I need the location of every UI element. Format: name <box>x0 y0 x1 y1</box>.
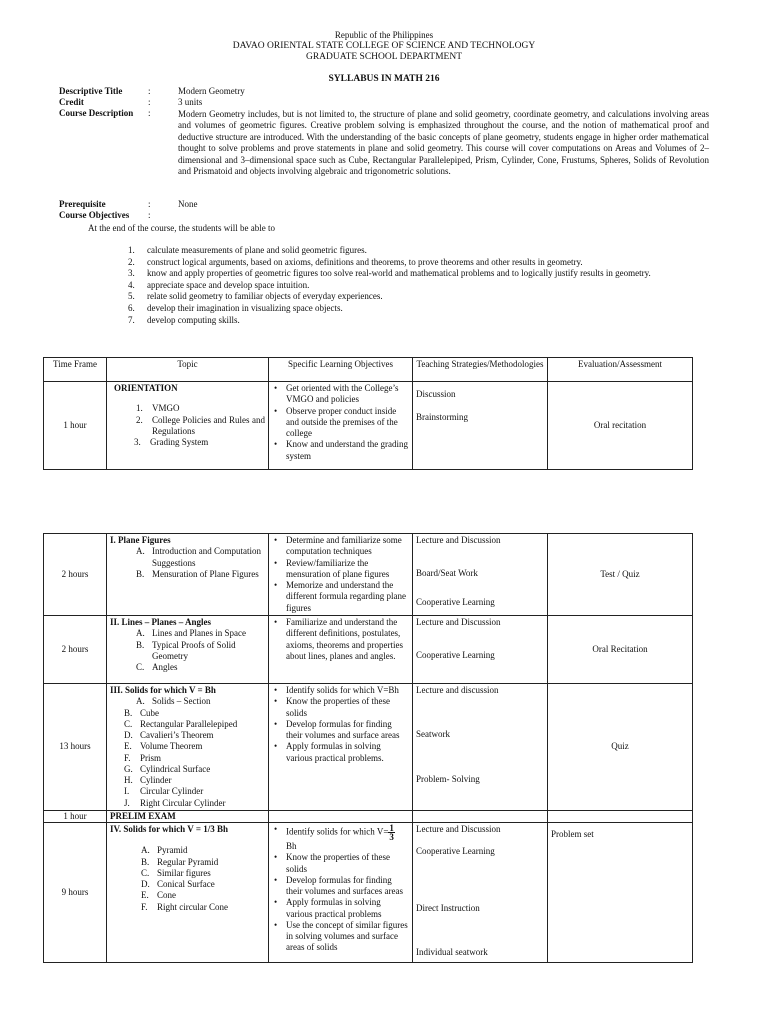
units-table <box>43 533 693 963</box>
objective-item: 2. construct logical arguments, based on axioms, definitions and theorems, to prove theorems and other results in geometry. <box>128 256 583 267</box>
objective-bullet: • Apply formulas in solving various practical problems <box>274 897 382 919</box>
table-row <box>44 534 693 616</box>
objective-bullet: • Identify solids for which V= $\frac{1}{3}$ Bh <box>274 823 394 851</box>
objective-bullet: • Know the properties of these solids <box>274 696 390 718</box>
strategy: Cooperative Learning <box>416 846 495 857</box>
prerequisite-value: None <box>178 199 198 209</box>
objective-bullet: • Familiarize and understand the different definitions, postulates, axioms, theorems and properties about lines, planes and angles. <box>274 617 403 661</box>
exam-row <box>44 810 693 822</box>
topic-item: E. Volume Theorem <box>124 741 203 752</box>
strategies-cell <box>413 616 548 684</box>
table-row <box>44 616 693 684</box>
table-row <box>44 382 693 470</box>
time-cell: 1 hour <box>44 382 107 470</box>
topic-title: II. Lines – Planes – Angles <box>110 617 212 627</box>
strategy: Lecture and Discussion <box>416 535 501 545</box>
exam-label: PRELIM EXAM <box>107 810 269 822</box>
course-description-text: Modern Geometry includes, but is not limited to, the structure of plane and solid geometry, coordinate geometry, and calculations involving areas and volumes of geometric figures. Creative problem solving is emphasized throughout the course, and the notion of mathematical proof and deductive structure are introduced. With the understanding of the basic concepts of plane geometry, students engage in higher order mathematical thought to solve problems and prove statements in plane and solid geometry. This course will cover computations on Areas and Volumes of 2–dimensional and 3–dimensional space such as Cube, Rectangular Parallelepiped, Prism, Cylinder, Cone, Frustums, Spheres, Solids of Revolution and Prismatoid and objects involving algebraic and trigonometric solutions. <box>178 109 709 177</box>
course-description-label: Course Description <box>59 108 134 118</box>
strategy: Direct Instruction <box>416 902 480 913</box>
time-cell: 2 hours <box>44 616 107 684</box>
strategy: Board/Seat Work <box>416 568 478 579</box>
syllabus-title: SYLLABUS IN MATH 216 <box>328 74 440 84</box>
topic-title: ORIENTATION <box>114 383 178 393</box>
topic-item: B. Cube <box>124 707 159 718</box>
topic-title: III. Solids for which V = Bh <box>110 685 216 695</box>
strategy: Seatwork <box>416 729 450 740</box>
topic-item: F. Prism <box>124 752 162 763</box>
topic-item: C. Angles <box>136 662 178 672</box>
objective-bullet: • Use the concept of similar figures in solving volumes and surface areas of solids <box>274 919 408 953</box>
strategy: Individual seatwork <box>416 946 488 957</box>
evaluation: Problem set <box>551 829 594 839</box>
objective-bullet: • Develop formulas for finding their volumes and surfaces areas <box>274 874 403 896</box>
topic-item: A. Lines and Planes in Space <box>136 628 246 639</box>
topic-item: A. Introduction and Computation Suggestions <box>136 546 261 568</box>
topic-item: 1. VMGO <box>136 403 180 414</box>
topic-item: C. Rectangular Parallelepiped <box>124 718 238 729</box>
evaluation-cell: Test / Quiz <box>548 534 693 616</box>
strategies-cell <box>413 684 548 811</box>
objective-item: 6. develop their imagination in visualizing space objects. <box>128 302 343 313</box>
header-time-frame: Time Frame <box>44 358 107 382</box>
topic-item: D. Cavalieri’s Theorem <box>124 730 214 740</box>
time-cell: 2 hours <box>44 534 107 616</box>
topic-cell <box>107 534 269 616</box>
strategy: Lecture and Discussion <box>416 617 501 627</box>
topic-cell <box>107 616 269 684</box>
orientation-table <box>43 357 693 470</box>
header-evaluation: Evaluation/Assessment <box>548 358 693 382</box>
topic-item: J. Right Circular Cylinder <box>124 797 226 808</box>
strategy: Discussion <box>416 389 456 399</box>
topic-title: IV. Solids for which V = 1/3 Bh <box>110 824 229 834</box>
descriptive-title-value: Modern Geometry <box>178 86 245 96</box>
header-strategies: Teaching Strategies/Methodologies <box>413 358 548 382</box>
colon: : <box>148 210 151 220</box>
topic-item: G. Cylindrical Surface <box>124 763 211 774</box>
objective-item: 5. relate solid geometry to familiar objects of everyday experiences. <box>128 291 383 302</box>
objective-bullet: • Review/familiarize the mensuration of plane figures <box>274 557 390 579</box>
objective-bullet: • Memorize and understand the different formula regarding plane figures <box>274 580 407 613</box>
topic-item: E. Cone <box>141 890 176 901</box>
topic-item: C. Similar figures <box>141 867 211 878</box>
objective-bullet: • Get oriented with the College’s VMGO and policies <box>274 383 399 405</box>
time-cell: 1 hour <box>44 810 107 822</box>
college-name: DAVAO ORIENTAL STATE COLLEGE OF SCIENCE AND TECHNOLOGY <box>232 41 536 51</box>
topic-item: H. Cylinder <box>124 775 172 785</box>
objectives-cell <box>269 616 413 684</box>
republic-line: Republic of the Philippines <box>334 30 434 40</box>
objective-bullet: • Observe proper conduct inside and outside the premises of the college <box>274 405 398 438</box>
strategy: Cooperative Learning <box>416 596 495 607</box>
colon: : <box>148 86 151 96</box>
topic-item: 2. College Policies and Rules and Regulations <box>136 414 265 436</box>
topic-item: B. Regular Pyramid <box>141 856 219 867</box>
time-cell: 13 hours <box>44 684 107 811</box>
objective-bullet: • Determine and familiarize some computation techniques <box>274 535 402 557</box>
objectives-cell <box>269 534 413 616</box>
objectives-cell <box>269 823 413 963</box>
topic-item: F. Right circular Cone <box>141 901 228 912</box>
topic-item: B. Mensuration of Plane Figures <box>136 568 259 579</box>
objectives-intro: At the end of the course, the students will be able to <box>88 223 275 233</box>
credit-value: 3 units <box>178 97 203 107</box>
colon: : <box>148 108 151 118</box>
objective-bullet: • Identify solids for which V=Bh <box>274 685 399 695</box>
topic-cell <box>107 382 269 470</box>
time-cell: 9 hours <box>44 823 107 963</box>
course-objectives-label: Course Objectives <box>59 210 130 220</box>
topic-cell <box>107 684 269 811</box>
evaluation-cell <box>548 823 693 963</box>
table-row <box>44 684 693 811</box>
objective-item: 4. appreciate space and develop space intuition. <box>128 279 310 290</box>
strategies-cell <box>413 534 548 616</box>
objectives-cell <box>269 684 413 811</box>
topic-title: I. Plane Figures <box>110 535 171 545</box>
strategy: Problem- Solving <box>416 773 480 784</box>
objective-bullet: • Know and understand the grading system <box>274 439 408 461</box>
topic-item: B. Typical Proofs of Solid Geometry <box>136 639 236 661</box>
table-header-row <box>44 358 693 382</box>
strategy: Lecture and Discussion <box>416 824 501 834</box>
strategy: Lecture and discussion <box>416 685 499 695</box>
colon: : <box>148 199 151 209</box>
objective-bullet: • Apply formulas in solving various practical problems. <box>274 741 384 763</box>
topic-cell <box>107 823 269 963</box>
topic-item: D. Conical Surface <box>141 879 215 889</box>
evaluation-cell: Oral recitation <box>548 382 693 470</box>
objective-item: 1. calculate measurements of plane and solid geometric figures. <box>128 245 367 255</box>
strategies-cell <box>413 823 548 963</box>
descriptive-title-label: Descriptive Title <box>59 86 123 96</box>
objective-item: 7. develop computing skills. <box>128 314 240 325</box>
strategy: Brainstorming <box>416 412 468 423</box>
objectives-cell <box>269 382 413 470</box>
objective-item: 3. know and apply properties of geometric figures too solve real-world and mathematical problems and to logically justify results in geometry. <box>128 268 651 279</box>
topic-item: A. Pyramid <box>141 845 188 856</box>
header-topic: Topic <box>107 358 269 382</box>
fraction-one-third: $\frac{1}{3}$ <box>389 823 394 842</box>
objective-bullet: • Develop formulas for finding their volumes and surface areas <box>274 718 400 740</box>
objective-bullet: • Know the properties of these solids <box>274 852 390 874</box>
topic-item: I. Circular Cylinder <box>124 786 204 797</box>
evaluation-cell: Quiz <box>548 684 693 811</box>
objectives-list <box>128 245 651 326</box>
colon: : <box>148 97 151 107</box>
evaluation-cell: Oral Recitation <box>548 616 693 684</box>
strategy: Cooperative Learning <box>416 650 495 661</box>
department-name: GRADUATE SCHOOL DEPARTMENT <box>305 52 462 62</box>
strategies-cell <box>413 382 548 470</box>
prerequisite-label: Prerequisite <box>59 199 106 209</box>
credit-label: Credit <box>59 97 84 107</box>
topic-item: A. Solids – Section <box>136 696 211 707</box>
header-objectives: Specific Learning Objectives <box>269 358 413 382</box>
table-row <box>44 823 693 963</box>
topic-item: 3. Grading System <box>134 437 209 447</box>
